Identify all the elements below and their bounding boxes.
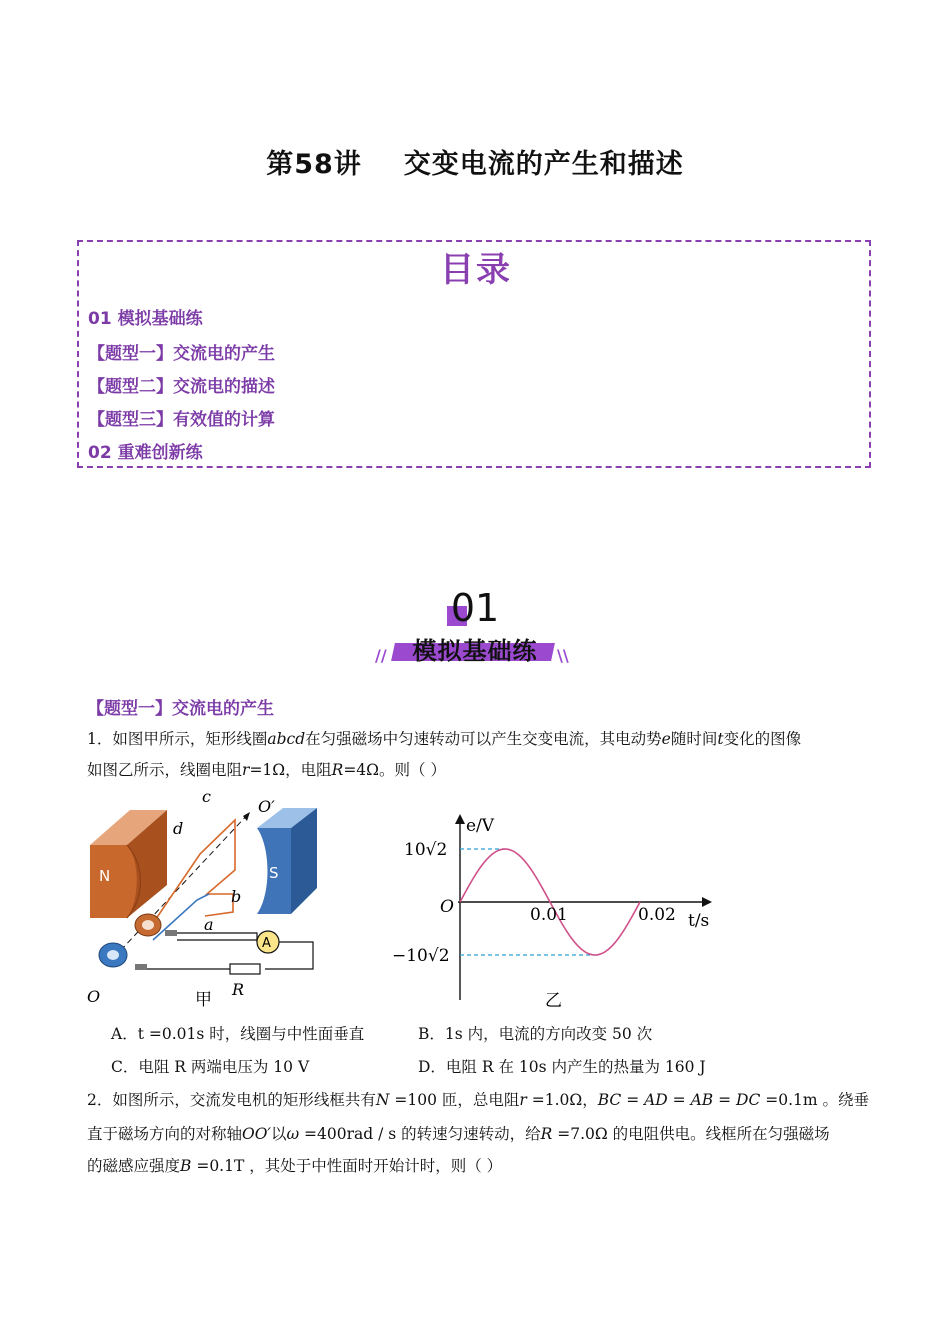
label-s: S [269,864,279,882]
resistor [230,964,260,974]
table-of-contents [77,240,871,468]
label-r: R [232,980,245,999]
section-right-mark: \\ [557,646,569,665]
lecture-number: 第58讲 [266,149,362,180]
question-2-line-3: 的磁感应强度B =0.1T ，其处于中性面时开始计时，则（ ） [87,1157,503,1175]
section-left-mark: // [375,646,387,665]
toc-item-type-2[interactable]: 【题型二】交流电的描述 [88,377,275,397]
option-a[interactable]: A．t =0.01s 时，线圈与中性面垂直 [111,1025,365,1043]
label-n: N [99,867,111,885]
toc-item-type-1[interactable]: 【题型一】交流电的产生 [88,344,275,364]
y-tick-label-max: 10√2 [404,840,448,860]
y-axis-label: e/V [466,816,495,836]
figure-caption-jia: 甲 [195,990,212,1010]
figure-caption-yi: 乙 [545,991,562,1010]
option-b[interactable]: B．1s 内，电流的方向改变 50 次 [418,1025,653,1043]
question-2-line-1: 2．如图所示，交流发电机的矩形线框共有N =100 匝，总电阻r =1.0Ω，BC = AD = AB = DC =0.1m 。绕垂 [87,1091,870,1109]
label-d: d [173,819,184,838]
toc-item-basic-practice[interactable]: 01 模拟基础练 [88,309,203,329]
label-b: b [231,887,242,906]
question-1-line-1: 1．如图甲所示，矩形线圈abcd在匀强磁场中匀速转动可以产生交变电流，其电动势e随时间t变化的图像 [87,730,802,748]
section-title: 模拟基础练 [412,637,538,665]
label-c: c [202,790,211,806]
question-1-line-2: 如图乙所示，线圈电阻r=1Ω，电阻R=4Ω。则（ ） [87,761,446,779]
option-c[interactable]: C．电阻 R 两端电压为 10 V [111,1058,310,1076]
question-type-heading: 【题型一】交流电的产生 [87,699,274,719]
emf-time-chart [390,810,720,1010]
label-o: O [87,987,101,1006]
option-d[interactable]: D．电阻 R 在 10s 内产生的热量为 160 J [418,1058,706,1076]
lecture-topic: 交变电流的产生和描述 [403,149,684,180]
section-number: 01 [450,586,500,630]
north-pole [90,845,137,918]
x-tick-label-0.02: 0.02 [638,905,676,925]
label-a: a [204,915,214,934]
y-tick-label-min: −10√2 [392,946,450,966]
x-axis-label: t/s [688,911,710,931]
toc-item-type-3[interactable]: 【题型三】有效值的计算 [88,410,275,430]
origin-label: O [440,897,454,917]
toc-item-advanced-practice[interactable]: 02 重难创新练 [88,443,203,463]
x-tick-label-0.01: 0.01 [530,905,568,925]
label-o-prime: O′ [258,797,275,816]
generator-diagram [85,790,335,1015]
toc-heading: 目录 [440,250,512,290]
question-2-line-2: 直于磁场方向的对称轴OO′以ω =400rad / s 的转速匀速转动，给R =7.0Ω 的电阻供电。线框所在匀强磁场 [87,1125,830,1143]
page-title [0,142,950,181]
label-ammeter: A [262,936,271,951]
